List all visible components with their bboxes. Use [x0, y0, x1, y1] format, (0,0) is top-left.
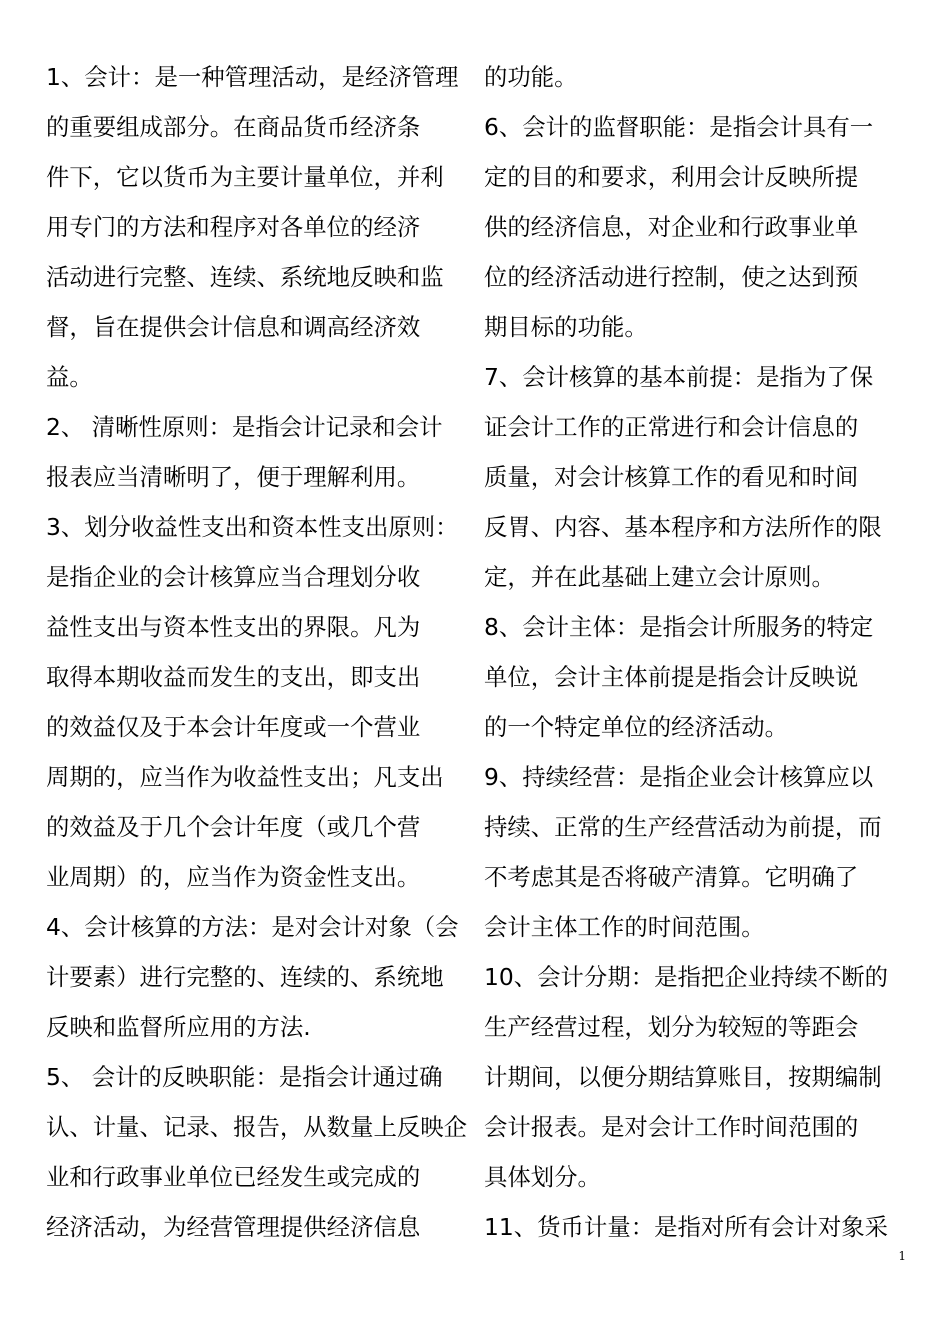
text-line: 定，并在此基础上建立会计原则。	[484, 563, 835, 591]
text-line: 的效益及于几个会计年度（或几个营	[46, 813, 421, 841]
text-line: 7、会计核算的基本前提：是指为了保	[484, 363, 874, 391]
text-line: 计要素）进行完整的、连续的、系统地	[46, 963, 444, 991]
text-line: 周期的，应当作为收益性支出；凡支出	[46, 763, 444, 791]
text-line: 的重要组成部分。在商品货币经济条	[46, 113, 421, 141]
text-line: 持续、正常的生产经营活动为前提，而	[484, 813, 882, 841]
text-line: 定的目的和要求，利用会计反映所提	[484, 163, 859, 191]
text-line: 生产经营过程，划分为较短的等距会	[484, 1013, 859, 1041]
text-line: 报表应当清晰明了，便于理解利用。	[46, 463, 421, 491]
text-line: 8、会计主体：是指会计所服务的特定	[484, 613, 874, 641]
text-line: 3、划分收益性支出和资本性支出原则：	[46, 513, 459, 541]
text-line: 1、会计：是一种管理活动，是经济管理	[46, 63, 459, 91]
text-line: 的效益仅及于本会计年度或一个营业	[46, 713, 421, 741]
text-line: 经济活动，为经营管理提供经济信息	[46, 1213, 421, 1241]
text-line: 具体划分。	[484, 1163, 601, 1191]
text-line: 5、 会计的反映职能：是指会计通过确	[46, 1063, 443, 1091]
text-line: 6、会计的监督职能：是指会计具有一	[484, 113, 874, 141]
text-line: 会计主体工作的时间范围。	[484, 913, 765, 941]
text-line: 单位，会计主体前提是指会计反映说	[484, 663, 859, 691]
text-line: 会计报表。是对会计工作时间范围的	[484, 1113, 859, 1141]
left-text-column	[46, 52, 470, 1252]
text-line: 质量，对会计核算工作的看见和时间	[484, 463, 859, 491]
text-line: 反胃、内容、基本程序和方法所作的限	[484, 513, 882, 541]
text-line: 件下，它以货币为主要计量单位，并利	[46, 163, 444, 191]
text-line: 期目标的功能。	[484, 313, 648, 341]
text-line: 用专门的方法和程序对各单位的经济	[46, 213, 421, 241]
text-line: 供的经济信息，对企业和行政事业单	[484, 213, 859, 241]
text-line: 益性支出与资本性支出的界限。凡为	[46, 613, 421, 641]
right-text-column	[484, 52, 908, 1252]
text-line: 认、计量、记录、报告，从数量上反映企	[46, 1113, 468, 1141]
text-line: 计期间，以便分期结算账目，按期编制	[484, 1063, 882, 1091]
page-number: 1	[898, 1249, 906, 1263]
text-line: 活动进行完整、连续、系统地反映和监	[46, 263, 444, 291]
text-line: 4、会计核算的方法：是对会计对象（会	[46, 913, 459, 941]
text-line: 业周期）的，应当作为资金性支出。	[46, 863, 421, 891]
text-line: 的一个特定单位的经济活动。	[484, 713, 789, 741]
text-line: 督，旨在提供会计信息和调高经济效	[46, 313, 421, 341]
text-line: 业和行政事业单位已经发生或完成的	[46, 1163, 421, 1191]
text-line: 11、货币计量：是指对所有会计对象采	[484, 1213, 889, 1241]
text-line: 是指企业的会计核算应当合理划分收	[46, 563, 421, 591]
text-line: 益。	[46, 363, 93, 391]
text-line: 证会计工作的正常进行和会计信息的	[484, 413, 859, 441]
text-line: 反映和监督所应用的方法.	[46, 1013, 311, 1041]
text-line: 2、 清晰性原则：是指会计记录和会计	[46, 413, 443, 441]
text-line: 的功能。	[484, 63, 578, 91]
text-line: 不考虑其是否将破产清算。它明确了	[484, 863, 859, 891]
text-line: 取得本期收益而发生的支出，即支出	[46, 663, 421, 691]
text-line: 9、持续经营：是指企业会计核算应以	[484, 763, 874, 791]
text-line: 10、会计分期：是指把企业持续不断的	[484, 963, 889, 991]
text-line: 位的经济活动进行控制，使之达到预	[484, 263, 859, 291]
